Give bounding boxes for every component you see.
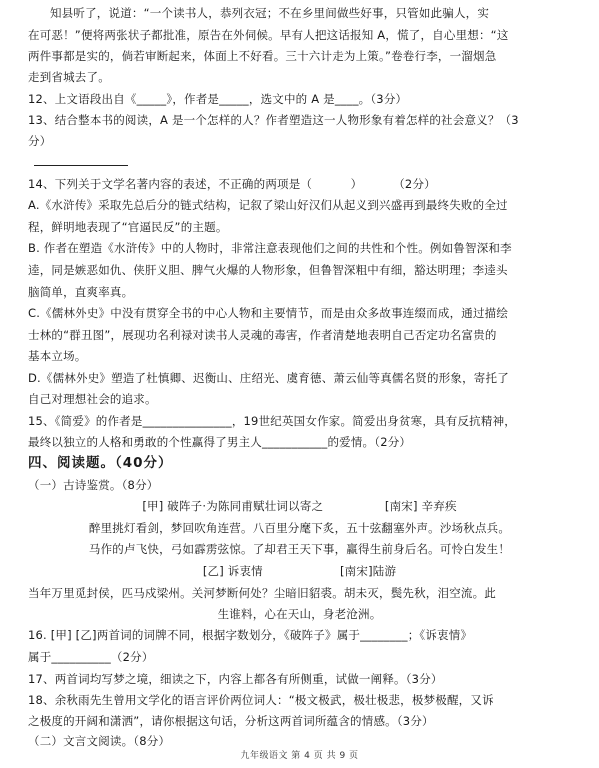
option-d-line-1: D.《儒林外史》塑造了杜慎卿、迟衡山、庄绍光、虞育德、萧云仙等真儒名贤的形象，寄托了	[28, 371, 509, 385]
option-c-line-3: 基本立场。	[28, 349, 87, 363]
option-b-line-1: B. 作者在塑造《水浒传》中的人物时，非常注意表现他们之间的共性和个性。例如鲁智深和李	[28, 241, 512, 255]
question-16-line-1: 16. [甲] [乙]两首词的词牌不同，根据字数划分，《破阵子》属于________；《诉衷情》	[28, 628, 473, 642]
question-13-line-1: 13、结合整本书的阅读，A 是一个怎样的人？作者塑造这一人物形象有着怎样的社会意义？（3	[28, 113, 519, 127]
question-13-line-2: 分）	[28, 134, 52, 148]
poem-1-line-2: 马作的卢飞快，弓如霹雳弦惊。了却君王天下事，赢得生前身后名。可怜白发生！	[88, 542, 511, 556]
poem-2-title: [乙] 诉衷情 [南宋]陆游	[202, 564, 397, 578]
passage-line-3: 两件事都是实的，倘若审断起来，体面上不好看。三十六计走为上策。”卷卷行李，一溜烟急	[28, 49, 497, 63]
poem-2-line-1: 当年万里觅封侯，匹马戍梁州。关河梦断何处？尘暗旧貂裘。胡未灭，鬓先秋，泪空流。此	[28, 586, 496, 600]
passage-line-2: 在可恶！”便将两张状子都批准，原告在外伺候。早有人把这话报知 A，慌了，自心里想：“这	[28, 28, 509, 42]
option-a-line-1: A.《水浒传》采取先总后分的链式结构，记叙了梁山好汉们从起义到兴盛再到最终失败的全过	[28, 198, 508, 212]
option-c-line-1: C.《儒林外史》中没有贯穿全书的中心人物和主要情节，而是由众多故事连缀而成，通过描绘	[28, 306, 509, 320]
poem-2-line-2: 生谁料，心在天山，身老沧洲。	[217, 607, 382, 621]
option-a-line-2: 程，鲜明地表现了“官逼民反”的主题。	[28, 220, 228, 234]
passage-line-4: 走到省城去了。	[28, 70, 110, 84]
subsection-2-heading: （二）文言文阅读。（8分）	[28, 734, 171, 748]
answer-line	[34, 165, 128, 166]
question-15-line-1: 15、《简爱》的作者是_______________，19世纪英国女作家。简爱出身贫寒，具有反抗精神，	[28, 414, 516, 428]
poem-1-line-1: 醉里挑灯看剑，梦回吹角连营。八百里分麾下炙，五十弦翻塞外声。沙场秋点兵。	[88, 521, 511, 535]
passage-line-1: 知县听了，说道：“一个读书人，恭列衣冠；不在乡里间做些好事，只管如此骗人，实	[50, 6, 490, 20]
question-14: 14、下列关于文学名著内容的表述，不正确的两项是（ ） （2分）	[28, 177, 436, 191]
question-15-line-2: 最终以独立的人格和勇敢的个性赢得了男主人___________的爱情。（2分）	[28, 435, 412, 449]
section-4-heading: 四、阅读题。（40分）	[28, 455, 173, 471]
option-c-line-2: 士林的“群丑图”，展现功名利禄对读书人灵魂的毒害，作者清楚地表明自己否定功名富贵的	[28, 328, 497, 342]
question-12: 12、上文语段出自《_____》，作者是_____，选文中的 A 是____。（3分）	[28, 92, 408, 106]
page-footer: 九年级语文 第 4 页 共 9 页	[240, 751, 359, 761]
question-16-line-2: 属于__________（2分）	[28, 650, 154, 664]
question-18-line-1: 18、余秋雨先生曾用文学化的语言评价两位词人：“极文极武，极壮极悲，极梦极醒，又诉	[28, 693, 494, 707]
question-17: 17、两首词均写梦之境，细读之下，内容上都各有所侧重，试做一阐释。（3分）	[28, 672, 443, 686]
option-d-line-2: 自己对理想社会的追求。	[28, 392, 157, 406]
question-18-line-2: 之极度的开阔和潇洒”，请你根据这句话，分析这两首词所蕴含的情感。（3分）	[28, 714, 434, 728]
poem-1-title: [甲] 破阵子·为陈同甫赋壮词以寄之 [南宋] 辛弃疾	[142, 499, 457, 513]
subsection-1-heading: （一）古诗鉴赏。（8分）	[28, 478, 159, 492]
option-b-line-3: 脑简单，直爽率真。	[28, 285, 134, 299]
option-b-line-2: 逵，同是嫉恶如仇、侠肝义胆、脾气火爆的人物形象，但鲁智深粗中有细，豁达明理；李逵头	[28, 263, 508, 277]
